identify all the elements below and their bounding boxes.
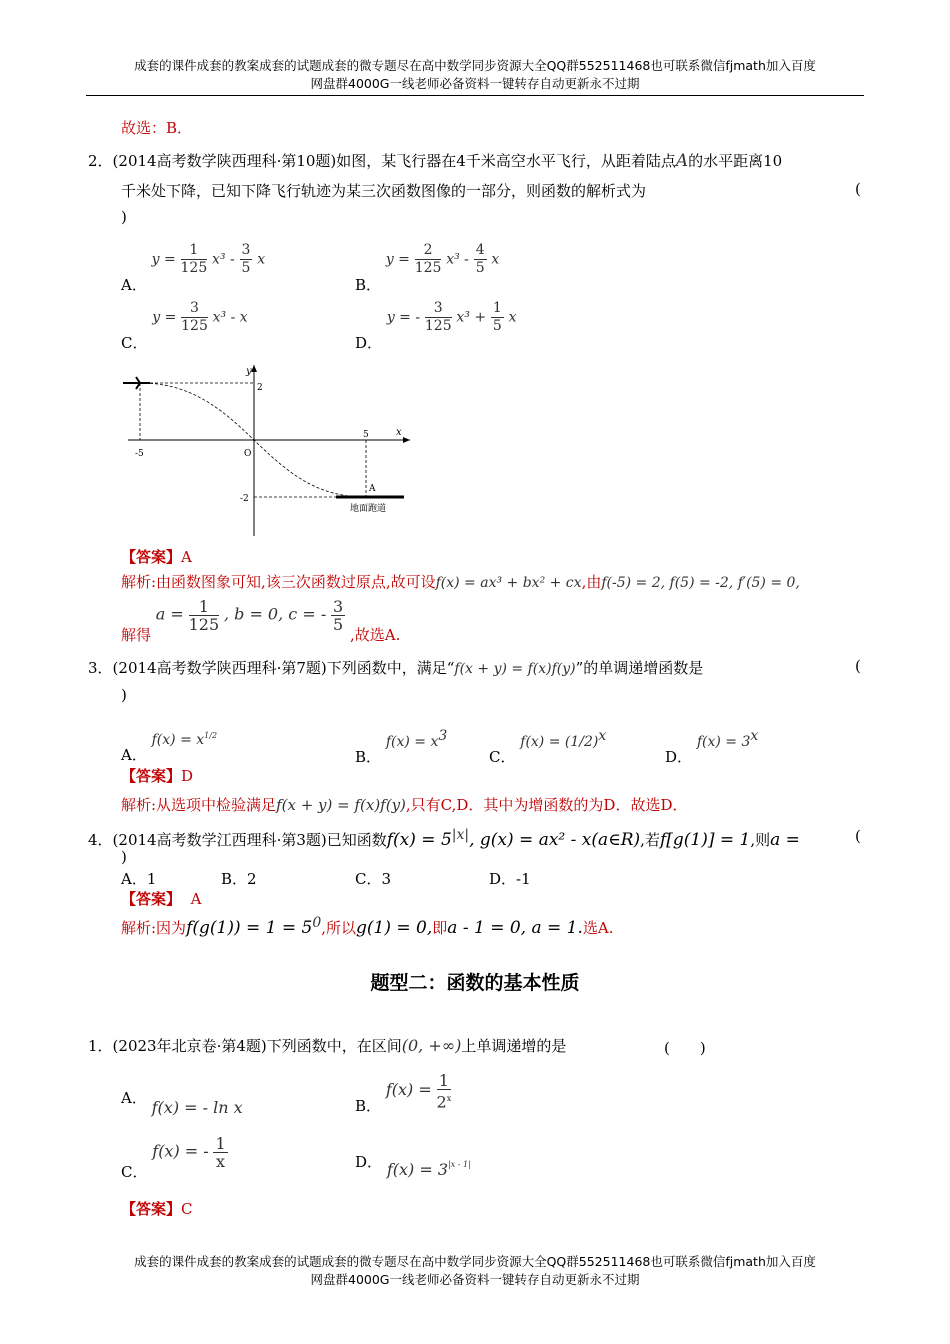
x-label: x — [396, 427, 402, 438]
q3-paren-open: ( — [855, 657, 861, 675]
footer-line-1: 成套的课件成套的教案成套的试题成套的微专题尽在高中数学同步资源大全QQ群552511468也可联系微信fjmath加入百度 — [134, 1254, 816, 1269]
q3-option-b: B． $f(x) = x^3$ — [355, 728, 448, 766]
q3-paren-close: ) — [121, 686, 127, 704]
q2-option-a: A． y = $\frac{1}{125}$ x³ - $\frac{3}{5}$ x — [121, 242, 266, 294]
q4-answer: 【答案】 A — [121, 890, 202, 908]
x-axis-arrow-icon — [403, 437, 410, 443]
q3-option-c: C． $f(x) = (1/2)^x$ — [489, 728, 607, 766]
q2-paren-open: ( — [855, 180, 861, 198]
y-label: y — [246, 366, 252, 377]
origin-label: O — [244, 449, 252, 459]
q5-option-d: D． $f(x) = 3^{|x - 1|}$ — [355, 1153, 471, 1179]
q4-explanation: 解析:因为$f(g(1)) = 1 = 5^0$,所以g(1) = 0,即a - 1 = 0, a = 1.选A. — [121, 915, 614, 938]
point-a-label: A — [369, 484, 376, 494]
q2-option-c: C． y = $\frac{3}{125}$ x³ - x — [121, 300, 248, 352]
x-tick-5: 5 — [363, 430, 369, 440]
y-tick-2: 2 — [257, 383, 263, 393]
prev-answer: 故选：B． — [121, 119, 193, 137]
q4-option-c: C．3 — [355, 870, 392, 888]
q3-option-d: D． $f(x) = 3^x$ — [665, 728, 759, 766]
runway-label: 地面跑道 — [350, 504, 387, 514]
q3-explanation: 解析:从选项中检验满足f(x + y) = f(x)f(y),只有C,D．其中为增函数的为D．故选D． — [121, 796, 688, 814]
q2-stem-line2: 千米处下降，已知下降飞行轨迹为某三次函数图像的一部分，则函数的解析式为 — [121, 182, 647, 200]
q4-paren-open: ( — [855, 827, 861, 845]
q3-option-a: A． $f(x) = x^{1/2}$ — [121, 731, 218, 764]
flight-path-graph — [118, 360, 418, 540]
q2-option-d: D． y = - $\frac{3}{125}$ x³ + $\frac{1}{5}$ x — [355, 300, 517, 352]
section-title: 题型二：函数的基本性质 — [370, 972, 580, 994]
y-tick-neg2: -2 — [240, 494, 249, 504]
q5-paren: ( ) — [664, 1039, 706, 1057]
footer-line-2: 网盘群4000G一线老师必备资料一键转存自动更新永不过期 — [310, 1272, 640, 1287]
y-axis-arrow-icon — [251, 365, 257, 372]
x-tick-neg5: -5 — [135, 449, 144, 459]
q2-explanation-line1: 解析:由函数图象可知,该三次函数过原点,故可设f(x) = ax³ + bx² + cx,由f(-5) = 2, f(5) = -2, f′(5) = 0, — [121, 573, 800, 591]
q2-answer: 【答案】A — [121, 548, 192, 566]
q4-paren-close: ) — [121, 848, 127, 866]
q2-paren-close: ) — [121, 208, 127, 226]
header-line-1: 成套的课件成套的教案成套的试题成套的微专题尽在高中数学同步资源大全QQ群552511468也可联系微信fjmath加入百度 — [134, 58, 816, 73]
header-line-2: 网盘群4000G一线老师必备资料一键转存自动更新永不过期 — [310, 76, 640, 91]
q4-option-a: A．1 — [121, 870, 157, 888]
q4-stem: 4．(2014高考数学江西理科·第3题)已知函数$f(x) = 5^{|x|}$, g(x) = ax² - x(a∈R),若f[g(1)] = 1,则a = — [88, 827, 800, 850]
q4-option-b: B．2 — [221, 870, 257, 888]
q3-answer: 【答案】D — [121, 767, 194, 785]
q4-option-d: D．-1 — [489, 870, 531, 888]
q5-option-a: A． f(x) = - ln x — [121, 1089, 243, 1117]
q5-stem: 1．(2023年北京卷·第4题)下列函数中，在区间(0, +∞)上单调递增的是 — [88, 1036, 567, 1055]
q2-stem-line1: 2．(2014高考数学陕西理科·第10题)如图，某飞行器在4千米高空水平飞行，从距着陆点A的水平距离10 — [88, 151, 783, 171]
q5-answer: 【答案】C — [121, 1200, 193, 1218]
q3-stem: 3．(2014高考数学陕西理科·第7题)下列函数中，满足“f(x + y) = f(x)f(y)”的单调递增函数是 — [88, 659, 704, 677]
header-rule — [86, 95, 864, 96]
q5-option-c: C． f(x) = - $\frac{1}{x}$ — [121, 1134, 226, 1181]
q2-option-b: B． y = $\frac{2}{125}$ x³ - $\frac{4}{5}$ x — [355, 242, 500, 294]
q2-explanation-line2: 解得 a = $\frac{1}{125}$ , b = 0, c = - $\frac{3}{5}$ ,故选A. — [121, 597, 401, 644]
q5-option-b: B． f(x) = $\frac{1}{2^x}$ — [355, 1071, 452, 1116]
